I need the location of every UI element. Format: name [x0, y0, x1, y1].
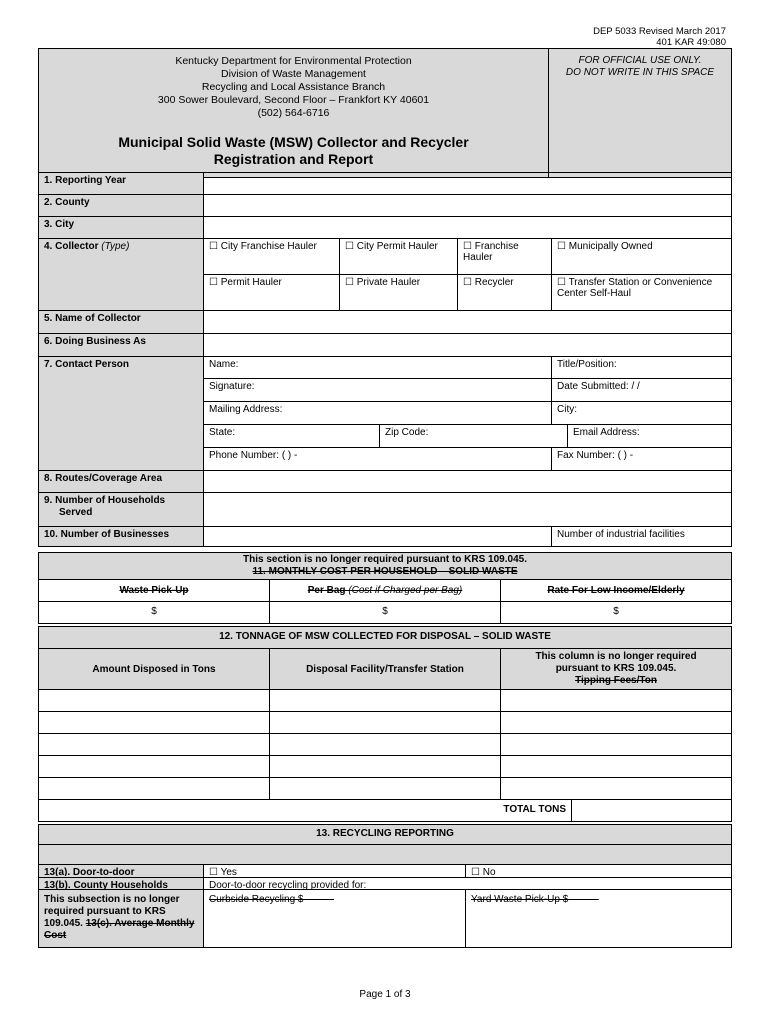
per-bag-cost[interactable]: $ — [270, 602, 501, 624]
tonnage-fee-5[interactable] — [501, 778, 732, 800]
header-box — [38, 48, 732, 178]
checkbox-transfer-station[interactable]: ☐ Transfer Station or Convenience Center Self-Haul — [552, 275, 732, 311]
tonnage-fee-1[interactable] — [501, 690, 732, 712]
section-13-spacer — [39, 845, 732, 865]
average-cost-title: 13(c). Average Monthly Cost — [44, 918, 195, 941]
collector-name-field[interactable] — [204, 311, 732, 334]
county-households-label-text: 13(b). County Households — [44, 880, 168, 889]
collector-label-text: 4. Collector — [44, 241, 99, 252]
yard-waste-field[interactable] — [466, 890, 732, 948]
low-income-cost[interactable]: $ — [501, 602, 732, 624]
contact-city-field[interactable]: City: — [552, 402, 732, 425]
section-12-table — [38, 626, 732, 822]
phone-number-field[interactable]: Phone Number: ( ) - — [204, 448, 552, 471]
form-subtitle: Registration and Report — [213, 151, 374, 167]
collector-label — [39, 239, 204, 311]
reporting-year-label: 1. Reporting Year — [39, 173, 204, 195]
state-field[interactable]: State: — [204, 425, 380, 448]
yard-waste-label: Yard Waste Pick-Up $ — [471, 894, 569, 905]
door-to-door-provided-text: Door-to-door recycling provided for: — [209, 880, 367, 889]
door-to-door-yes-text: ☐ Yes — [209, 867, 237, 876]
door-to-door-label — [39, 865, 204, 878]
door-to-door-label-text: 13(a). Door-to-door — [44, 867, 135, 876]
households-field[interactable] — [204, 493, 732, 527]
section-13-table — [38, 824, 732, 948]
agency-block — [39, 49, 549, 178]
regulation-ref: 401 KAR 49:080 — [656, 37, 726, 48]
curbside-recycling-label: Curbside Recycling $ — [209, 894, 304, 905]
email-address-field[interactable]: Email Address: — [568, 425, 732, 448]
tipping-note-line2: pursuant to KRS 109.045. — [555, 663, 677, 674]
tonnage-fee-2[interactable] — [501, 712, 732, 734]
form-id: DEP 5033 Revised March 2017 — [593, 26, 726, 37]
county-label: 2. County — [39, 195, 204, 217]
door-to-door-yes[interactable] — [204, 865, 466, 878]
households-label-line2: Served — [59, 507, 93, 518]
routes-field[interactable] — [204, 471, 732, 493]
tonnage-facility-2[interactable] — [270, 712, 501, 734]
total-tons-field[interactable] — [572, 800, 732, 822]
amount-disposed-header: Amount Disposed in Tons — [39, 649, 270, 690]
low-income-rate-header: Rate For Low Income/Elderly — [501, 580, 732, 602]
average-cost-label — [39, 890, 204, 948]
waste-pickup-header: Waste Pick-Up — [39, 580, 270, 602]
households-label — [39, 493, 204, 527]
businesses-label: 10. Number of Businesses — [39, 527, 204, 547]
fax-number-field[interactable]: Fax Number: ( ) - — [552, 448, 732, 471]
total-tons-label: TOTAL TONS — [39, 800, 572, 822]
per-bag-header — [270, 580, 501, 602]
collector-type-hint: (Type) — [101, 241, 130, 252]
checkbox-municipally-owned[interactable]: ☐ Municipally Owned — [552, 239, 732, 275]
curbside-recycling-field[interactable] — [204, 890, 466, 948]
zip-code-field[interactable]: Zip Code: — [380, 425, 568, 448]
tonnage-amount-3[interactable] — [39, 734, 270, 756]
official-line2: DO NOT WRITE IN THIS SPACE — [565, 67, 715, 78]
disposal-facility-header: Disposal Facility/Transfer Station — [270, 649, 501, 690]
tonnage-facility-3[interactable] — [270, 734, 501, 756]
section-11-table — [38, 552, 732, 624]
signature-field[interactable]: Signature: — [204, 379, 552, 402]
tonnage-facility-4[interactable] — [270, 756, 501, 778]
industrial-facilities-field[interactable]: Number of industrial facilities — [552, 527, 732, 547]
waste-pickup-cost[interactable]: $ — [39, 602, 270, 624]
agency-line3: Recycling and Local Assistance Branch — [201, 81, 386, 93]
agency-line2: Division of Waste Management — [221, 68, 366, 80]
form-title: Municipal Solid Waste (MSW) Collector and Recycler — [118, 134, 469, 150]
tonnage-amount-1[interactable] — [39, 690, 270, 712]
mailing-address-field[interactable]: Mailing Address: — [204, 402, 552, 425]
county-field[interactable] — [204, 195, 732, 217]
agency-line4: 300 Sower Boulevard, Second Floor – Frankfort KY 40601 — [157, 94, 430, 106]
checkbox-private-hauler[interactable]: ☐ Private Hauler — [340, 275, 458, 311]
checkbox-permit-hauler[interactable]: ☐ Permit Hauler — [204, 275, 340, 311]
contact-title-field[interactable]: Title/Position: — [552, 357, 732, 379]
collector-name-label: 5. Name of Collector — [39, 311, 204, 334]
dba-field[interactable] — [204, 334, 732, 357]
contact-person-label: 7. Contact Person — [39, 357, 204, 471]
section-12-title: 12. TONNAGE OF MSW COLLECTED FOR DISPOSAL – SOLID WASTE — [39, 627, 732, 649]
city-field[interactable] — [204, 217, 732, 239]
dba-label: 6. Doing Business As — [39, 334, 204, 357]
checkbox-franchise-hauler[interactable]: ☐ Franchise Hauler — [458, 239, 552, 275]
registration-table — [38, 172, 732, 547]
tonnage-amount-4[interactable] — [39, 756, 270, 778]
city-label: 3. City — [39, 217, 204, 239]
checkbox-recycler[interactable]: ☐ Recycler — [458, 275, 552, 311]
section-13-title: 13. RECYCLING REPORTING — [39, 825, 732, 845]
tonnage-fee-3[interactable] — [501, 734, 732, 756]
per-bag-label: Per Bag — [307, 585, 346, 596]
county-households-label — [39, 878, 204, 890]
date-submitted-field[interactable]: Date Submitted: / / — [552, 379, 732, 402]
section-11-title: 11. MONTHLY COST PER HOUSEHOLD – SOLID WASTE — [252, 566, 518, 577]
tipping-fees-label: Tipping Fees/Ton — [575, 675, 657, 686]
tipping-note-line1: This column is no longer required — [535, 651, 697, 662]
door-to-door-provided-field[interactable] — [204, 878, 732, 890]
page-number: Page 1 of 3 — [359, 989, 411, 1000]
door-to-door-no[interactable] — [466, 865, 732, 878]
agency-line5: (502) 564-6716 — [257, 107, 330, 119]
per-bag-note: (Cost if Charged per Bag) — [348, 585, 463, 596]
form-revision — [593, 26, 726, 48]
tipping-fees-header — [501, 649, 732, 690]
official-line1: FOR OFFICIAL USE ONLY. — [578, 55, 702, 66]
businesses-field[interactable] — [204, 527, 552, 547]
tonnage-facility-5[interactable] — [270, 778, 501, 800]
households-label-line1: 9. Number of Households — [44, 495, 166, 506]
section-11-note: This section is no longer required pursuant to KRS 109.045. — [243, 554, 527, 565]
checkbox-city-franchise-hauler[interactable]: ☐ City Franchise Hauler — [204, 239, 340, 275]
agency-line1: Kentucky Department for Environmental Protection — [175, 55, 412, 67]
tonnage-amount-2[interactable] — [39, 712, 270, 734]
tonnage-amount-5[interactable] — [39, 778, 270, 800]
routes-label: 8. Routes/Coverage Area — [39, 471, 204, 493]
section-11-header — [39, 553, 732, 580]
reporting-year-field[interactable] — [204, 173, 732, 195]
door-to-door-no-text: ☐ No — [471, 867, 496, 876]
contact-name-field[interactable]: Name: — [204, 357, 552, 379]
tonnage-facility-1[interactable] — [270, 690, 501, 712]
checkbox-city-permit-hauler[interactable]: ☐ City Permit Hauler — [340, 239, 458, 275]
average-cost-note: This subsection is no longer required pursuant to KRS 109.045. — [44, 894, 180, 929]
official-use-box — [549, 49, 732, 178]
tonnage-fee-4[interactable] — [501, 756, 732, 778]
